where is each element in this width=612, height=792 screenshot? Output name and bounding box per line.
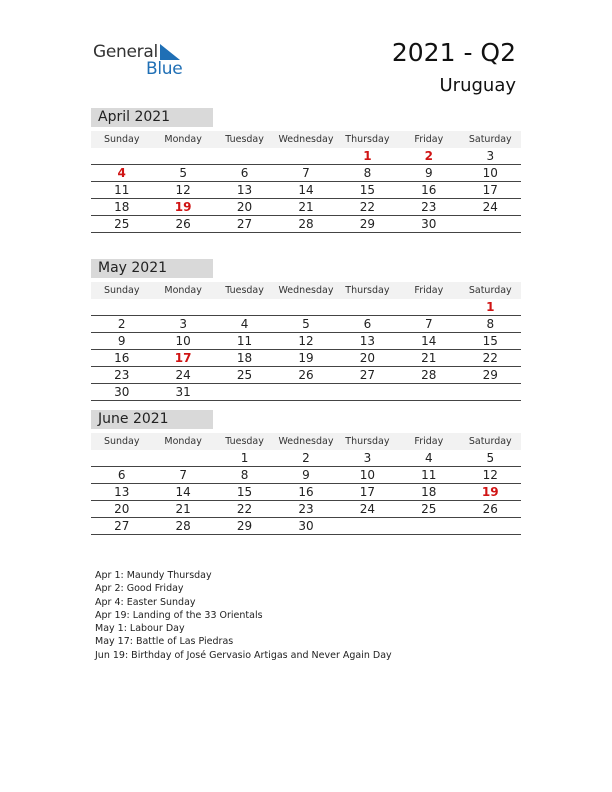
day-cell: 7 bbox=[152, 467, 213, 484]
day-cell bbox=[337, 384, 398, 401]
week-row bbox=[91, 501, 521, 518]
day-cell: 10 bbox=[460, 165, 521, 182]
day-cell: 25 bbox=[214, 367, 275, 384]
day-cell: 24 bbox=[337, 501, 398, 518]
month-title: May 2021 bbox=[91, 259, 213, 278]
holiday-notes bbox=[95, 569, 392, 662]
day-cell bbox=[398, 384, 459, 401]
day-cell: 2 bbox=[398, 148, 459, 165]
day-cell: 17 bbox=[460, 182, 521, 199]
day-cell: 15 bbox=[337, 182, 398, 199]
day-cell: 18 bbox=[214, 350, 275, 367]
holiday-note: May 17: Battle of Las Piedras bbox=[95, 636, 234, 648]
day-cell: 13 bbox=[337, 333, 398, 350]
day-cell: 10 bbox=[337, 467, 398, 484]
day-cell: 3 bbox=[337, 450, 398, 467]
day-cell: 18 bbox=[91, 199, 152, 216]
weekday-label: Thursday bbox=[337, 433, 398, 450]
day-cell: 6 bbox=[91, 467, 152, 484]
day-cell: 12 bbox=[152, 182, 213, 199]
day-cell: 22 bbox=[214, 501, 275, 518]
day-cell: 26 bbox=[152, 216, 213, 233]
week-row bbox=[91, 518, 521, 535]
week-row bbox=[91, 350, 521, 367]
day-cell bbox=[460, 518, 521, 535]
day-cell: 29 bbox=[460, 367, 521, 384]
day-cell: 5 bbox=[275, 316, 336, 333]
day-cell: 7 bbox=[398, 316, 459, 333]
week-row bbox=[91, 367, 521, 384]
day-cell: 1 bbox=[460, 299, 521, 316]
weekday-label: Wednesday bbox=[275, 282, 336, 299]
week-row bbox=[91, 484, 521, 501]
day-cell: 14 bbox=[275, 182, 336, 199]
month-title: June 2021 bbox=[91, 410, 213, 429]
day-cell: 23 bbox=[91, 367, 152, 384]
weekday-label: Tuesday bbox=[214, 282, 275, 299]
weekday-label: Thursday bbox=[337, 131, 398, 148]
day-cell: 29 bbox=[337, 216, 398, 233]
weekday-label: Thursday bbox=[337, 282, 398, 299]
week-row bbox=[91, 467, 521, 484]
day-cell: 19 bbox=[460, 484, 521, 501]
day-cell: 14 bbox=[152, 484, 213, 501]
month-title: April 2021 bbox=[91, 108, 213, 127]
day-cell: 30 bbox=[91, 384, 152, 401]
day-cell: 6 bbox=[337, 316, 398, 333]
day-cell: 22 bbox=[337, 199, 398, 216]
day-cell: 21 bbox=[275, 199, 336, 216]
day-cell: 19 bbox=[152, 199, 213, 216]
day-cell: 9 bbox=[275, 467, 336, 484]
day-cell bbox=[214, 299, 275, 316]
day-cell: 31 bbox=[152, 384, 213, 401]
day-cell bbox=[91, 299, 152, 316]
day-cell: 21 bbox=[152, 501, 213, 518]
day-cell bbox=[275, 384, 336, 401]
day-cell: 9 bbox=[91, 333, 152, 350]
month-june bbox=[91, 410, 521, 535]
day-cell bbox=[91, 148, 152, 165]
day-cell: 16 bbox=[275, 484, 336, 501]
day-cell: 3 bbox=[460, 148, 521, 165]
day-cell bbox=[275, 148, 336, 165]
day-cell: 16 bbox=[91, 350, 152, 367]
day-cell: 17 bbox=[152, 350, 213, 367]
day-cell: 14 bbox=[398, 333, 459, 350]
week-row bbox=[91, 199, 521, 216]
day-cell bbox=[214, 148, 275, 165]
day-cell bbox=[214, 384, 275, 401]
day-cell: 3 bbox=[152, 316, 213, 333]
day-cell: 21 bbox=[398, 350, 459, 367]
day-cell: 8 bbox=[337, 165, 398, 182]
day-cell: 28 bbox=[398, 367, 459, 384]
weekday-label: Friday bbox=[398, 131, 459, 148]
day-cell: 8 bbox=[460, 316, 521, 333]
country-name: Uruguay bbox=[439, 75, 516, 96]
holiday-note: Apr 1: Maundy Thursday bbox=[95, 570, 212, 581]
day-cell bbox=[460, 384, 521, 401]
day-cell: 24 bbox=[460, 199, 521, 216]
weekday-label: Sunday bbox=[91, 433, 152, 450]
holiday-note: Jun 19: Birthday of José Gervasio Artigas and Never Again Day bbox=[95, 649, 392, 661]
day-cell bbox=[337, 299, 398, 316]
day-cell: 5 bbox=[152, 165, 213, 182]
day-cell: 30 bbox=[398, 216, 459, 233]
day-cell: 30 bbox=[275, 518, 336, 535]
day-cell: 20 bbox=[337, 350, 398, 367]
day-cell: 10 bbox=[152, 333, 213, 350]
weekday-header-row bbox=[91, 282, 521, 299]
day-cell: 25 bbox=[91, 216, 152, 233]
day-cell bbox=[152, 299, 213, 316]
day-cell: 23 bbox=[275, 501, 336, 518]
holiday-note: May 1: Labour Day bbox=[95, 623, 185, 635]
day-cell bbox=[91, 450, 152, 467]
day-cell: 15 bbox=[460, 333, 521, 350]
weekday-label: Monday bbox=[152, 282, 213, 299]
week-row bbox=[91, 384, 521, 401]
day-cell: 19 bbox=[275, 350, 336, 367]
day-cell: 27 bbox=[214, 216, 275, 233]
logo-text-general: General bbox=[93, 42, 158, 62]
weekday-label: Saturday bbox=[460, 433, 521, 450]
day-cell bbox=[152, 450, 213, 467]
day-cell: 11 bbox=[214, 333, 275, 350]
weekday-label: Tuesday bbox=[214, 131, 275, 148]
day-cell: 27 bbox=[91, 518, 152, 535]
day-cell bbox=[337, 518, 398, 535]
month-april bbox=[91, 108, 521, 233]
day-cell: 18 bbox=[398, 484, 459, 501]
day-cell: 12 bbox=[275, 333, 336, 350]
day-cell: 5 bbox=[460, 450, 521, 467]
holiday-note: Apr 4: Easter Sunday bbox=[95, 596, 196, 608]
day-cell: 11 bbox=[398, 467, 459, 484]
day-cell: 1 bbox=[337, 148, 398, 165]
day-cell: 26 bbox=[275, 367, 336, 384]
week-row bbox=[91, 216, 521, 233]
calendar-grid bbox=[91, 433, 521, 535]
day-cell: 23 bbox=[398, 199, 459, 216]
day-cell: 22 bbox=[460, 350, 521, 367]
holiday-note: Apr 19: Landing of the 33 Orientals bbox=[95, 609, 263, 621]
day-cell: 27 bbox=[337, 367, 398, 384]
weekday-label: Saturday bbox=[460, 282, 521, 299]
day-cell: 20 bbox=[214, 199, 275, 216]
day-cell: 15 bbox=[214, 484, 275, 501]
day-cell: 2 bbox=[91, 316, 152, 333]
day-cell: 20 bbox=[91, 501, 152, 518]
calendar-grid bbox=[91, 282, 521, 401]
day-cell: 9 bbox=[398, 165, 459, 182]
page-title: 2021 - Q2 bbox=[391, 38, 516, 67]
day-cell: 12 bbox=[460, 467, 521, 484]
week-row bbox=[91, 450, 521, 467]
day-cell bbox=[275, 299, 336, 316]
day-cell: 4 bbox=[214, 316, 275, 333]
day-cell: 8 bbox=[214, 467, 275, 484]
week-row bbox=[91, 182, 521, 199]
day-cell: 29 bbox=[214, 518, 275, 535]
logo bbox=[93, 40, 193, 80]
holiday-note: Apr 2: Good Friday bbox=[95, 583, 184, 595]
day-cell: 4 bbox=[91, 165, 152, 182]
week-row bbox=[91, 333, 521, 350]
weekday-label: Wednesday bbox=[275, 131, 336, 148]
day-cell: 2 bbox=[275, 450, 336, 467]
weekday-label: Monday bbox=[152, 131, 213, 148]
weekday-label: Friday bbox=[398, 433, 459, 450]
week-row bbox=[91, 148, 521, 165]
weekday-label: Sunday bbox=[91, 131, 152, 148]
logo-triangle-icon bbox=[160, 44, 180, 60]
day-cell: 13 bbox=[214, 182, 275, 199]
day-cell: 13 bbox=[91, 484, 152, 501]
day-cell: 4 bbox=[398, 450, 459, 467]
day-cell: 11 bbox=[91, 182, 152, 199]
day-cell bbox=[398, 518, 459, 535]
weekday-header-row bbox=[91, 433, 521, 450]
day-cell bbox=[460, 216, 521, 233]
month-may bbox=[91, 259, 521, 401]
day-cell: 7 bbox=[275, 165, 336, 182]
weekday-label: Friday bbox=[398, 282, 459, 299]
day-cell: 17 bbox=[337, 484, 398, 501]
weekday-label: Sunday bbox=[91, 282, 152, 299]
logo-text-blue: Blue bbox=[146, 59, 183, 79]
day-cell bbox=[152, 148, 213, 165]
day-cell: 28 bbox=[152, 518, 213, 535]
weekday-label: Monday bbox=[152, 433, 213, 450]
day-cell: 16 bbox=[398, 182, 459, 199]
day-cell: 26 bbox=[460, 501, 521, 518]
weekday-label: Wednesday bbox=[275, 433, 336, 450]
day-cell: 28 bbox=[275, 216, 336, 233]
day-cell: 25 bbox=[398, 501, 459, 518]
week-row bbox=[91, 299, 521, 316]
weekday-label: Saturday bbox=[460, 131, 521, 148]
day-cell bbox=[398, 299, 459, 316]
weekday-label: Tuesday bbox=[214, 433, 275, 450]
weekday-header-row bbox=[91, 131, 521, 148]
calendar-grid bbox=[91, 131, 521, 233]
week-row bbox=[91, 316, 521, 333]
day-cell: 6 bbox=[214, 165, 275, 182]
day-cell: 1 bbox=[214, 450, 275, 467]
day-cell: 24 bbox=[152, 367, 213, 384]
week-row bbox=[91, 165, 521, 182]
